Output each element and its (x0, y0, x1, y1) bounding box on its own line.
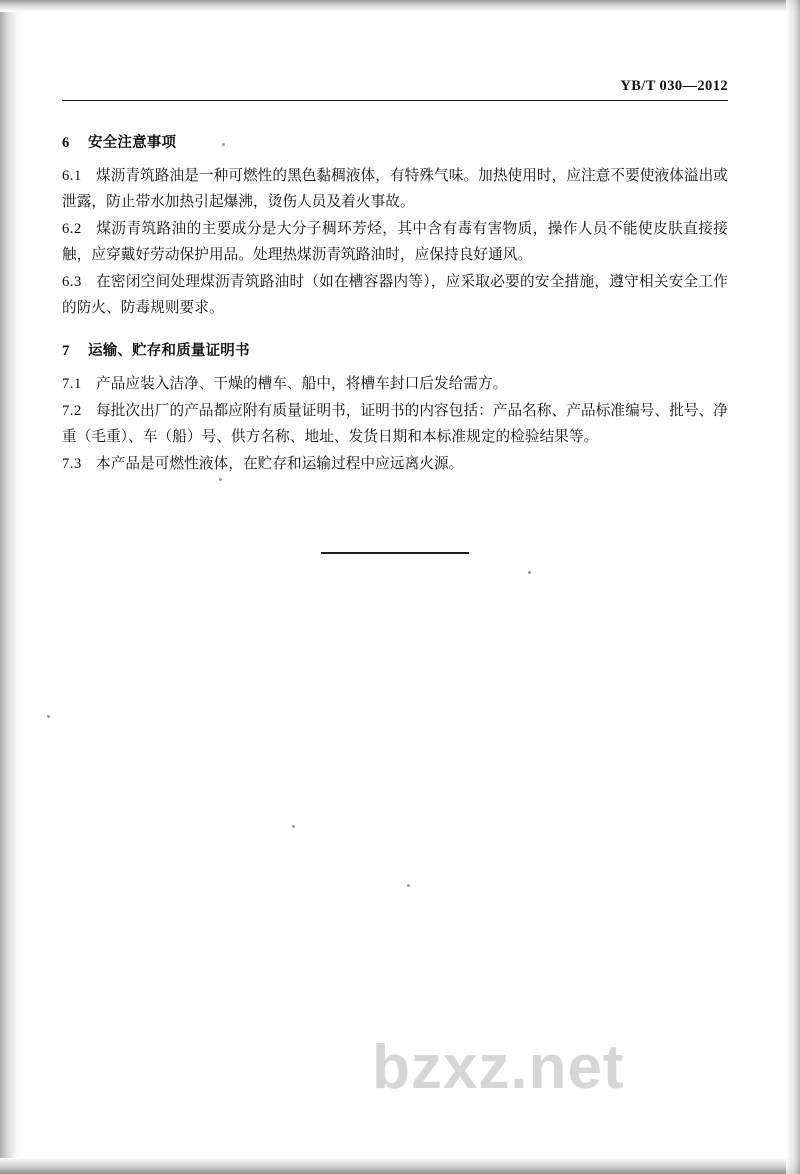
paragraph-text-7-1: 产品应装入洁净、干燥的槽车、船中，将槽车封口后发给需方。 (96, 376, 508, 392)
document-end-rule-wrap (62, 552, 728, 554)
paragraph-6-2 (62, 216, 728, 268)
page-top-edge-shadow (0, 0, 800, 12)
scan-speck (292, 825, 295, 828)
page-content (62, 78, 728, 554)
paragraph-number-7-3: 7.3 (62, 456, 82, 472)
section-title-6: 安全注意事项 (88, 135, 177, 151)
paragraph-7-3 (62, 451, 728, 477)
paragraph-text-7-2: 每批次出厂的产品都应附有质量证明书，证明书的内容包括：产品名称、产品标准编号、批号、净重（毛重）、车（船）号、供方名称、地址、发货日期和本标准规定的检验结果等。 (62, 403, 728, 445)
paragraph-number-6-3: 6.3 (62, 274, 82, 290)
paragraph-7-2 (62, 398, 728, 450)
section-number-6: 6 (62, 135, 70, 151)
paragraph-6-1 (62, 163, 728, 215)
section-title-7: 运输、贮存和质量证明书 (88, 343, 250, 359)
header-divider (62, 100, 728, 101)
page-header-standard-id: YB/T 030—2012 (620, 78, 728, 94)
section-spacer (62, 322, 728, 339)
scan-speck (47, 715, 50, 718)
section-heading-7 (62, 339, 728, 360)
section-number-7: 7 (62, 343, 70, 359)
paragraph-text-6-2: 煤沥青筑路油的主要成分是大分子稠环芳烃，其中含有毒有害物质，操作人员不能使皮肤直接接触，应穿戴好劳动保护用品。处理热煤沥青筑路油时，应保持良好通风。 (62, 221, 728, 263)
paragraph-text-6-3: 在密闭空间处理煤沥青筑路油时（如在槽容器内等），应采取必要的安全措施，遵守相关安全工作的防火、防毒规则要求。 (62, 274, 728, 316)
page-bottom-edge-shadow (0, 1158, 800, 1174)
paragraph-number-7-1: 7.1 (62, 376, 82, 392)
paragraph-text-6-1: 煤沥青筑路油是一种可燃性的黑色黏稠液体，有特殊气味。加热使用时，应注意不要使液体溢出或泄露，防止带水加热引起爆沸，烫伤人员及着火事故。 (62, 168, 728, 210)
paragraph-number-6-2: 6.2 (62, 221, 82, 237)
document-end-rule (321, 552, 469, 554)
paragraph-number-6-1: 6.1 (62, 168, 82, 184)
watermark-text: bzxz.net (372, 1033, 625, 1102)
scan-speck (528, 571, 531, 574)
paragraph-number-7-2: 7.2 (62, 403, 82, 419)
paragraph-7-1 (62, 371, 728, 397)
paragraph-6-3 (62, 269, 728, 321)
scan-speck (407, 884, 410, 887)
section-heading-6 (62, 131, 728, 152)
paragraph-text-7-3: 本产品是可燃性液体，在贮存和运输过程中应远离火源。 (96, 456, 464, 472)
